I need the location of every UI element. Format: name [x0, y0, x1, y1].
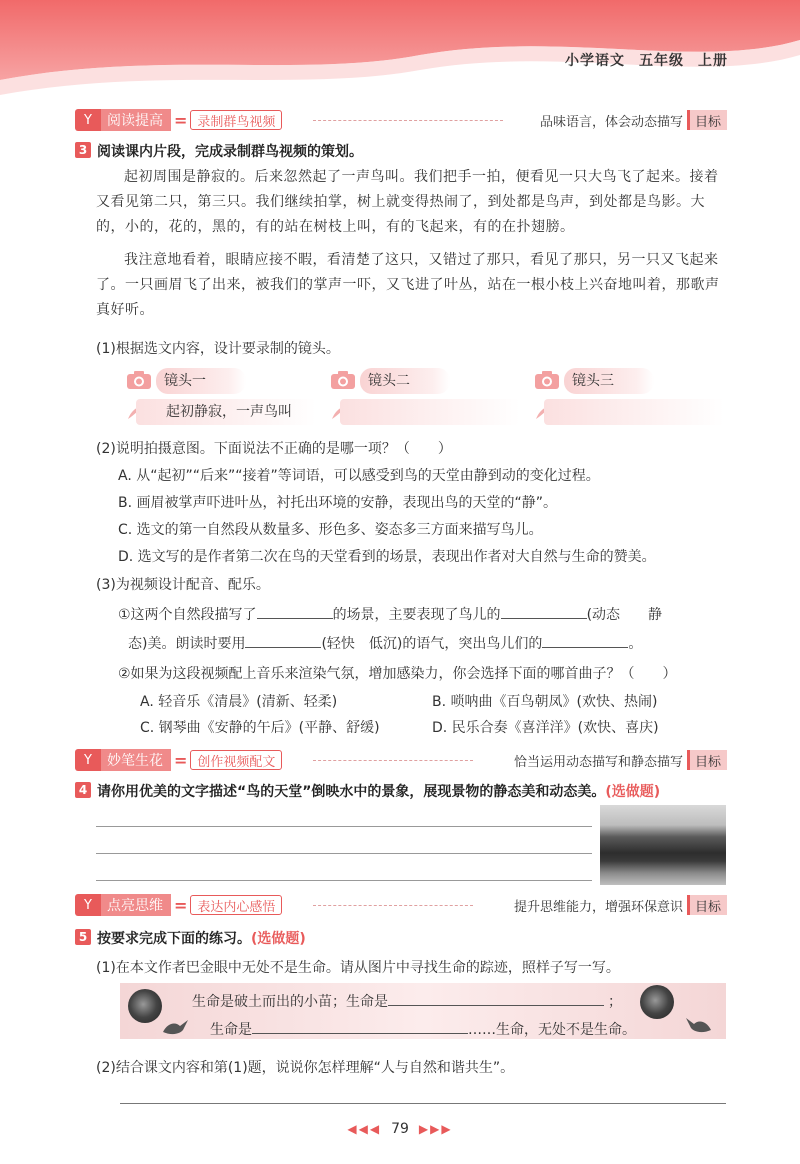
music-option-d[interactable]: D. 民乐合奏《喜洋洋》(欢快、喜庆) [432, 720, 659, 736]
page-footer [0, 1121, 800, 1137]
page-number: 79 [391, 1121, 409, 1137]
question-number: 5 [75, 929, 91, 945]
goal-tag: 目标 [687, 110, 727, 130]
answer-blank[interactable] [542, 633, 628, 648]
option-c[interactable]: C. 选文的第一自然段从数量多、形色多、姿态多三方面来描写鸟儿。 [118, 522, 543, 538]
music-option-a[interactable]: A. 轻音乐《清晨》(清新、轻柔) [140, 694, 338, 710]
subquestion-5-2: (2)结合课文内容和第(1)题，说说你怎样理解“人与自然和谐共生”。 [96, 1060, 515, 1076]
page-header [551, 50, 728, 70]
shot-label-1: 镜头一 [156, 368, 246, 394]
question-title: 阅读课内片段，完成录制群鸟视频的策划。 [97, 144, 363, 160]
option-b[interactable]: B. 画眉被掌声吓进叶丛，衬托出环境的安静，表现出鸟的天堂的“静”。 [118, 495, 558, 511]
writing-line[interactable] [96, 853, 592, 854]
equals-icon: = [174, 110, 188, 130]
question-title [97, 928, 306, 948]
shot-card-2 [330, 368, 520, 394]
fill-text: 态)美。朗读时要用 [128, 636, 246, 652]
question-number: 3 [75, 142, 91, 158]
dashed-divider [313, 120, 503, 121]
fill-line-1 [118, 604, 662, 624]
answer-line[interactable] [120, 1103, 726, 1104]
bird-icon [160, 1012, 190, 1042]
fill-text: (轻快 低沉)的语气，突出鸟儿们的 [321, 636, 543, 652]
goal-text: 品味语言，体会动态描写 [539, 114, 683, 130]
subquestion-5-1: (1)在本文作者巴金眼中无处不是生命。请从图片中寻找生命的踪迹，照样子写一写。 [96, 960, 620, 976]
option-a[interactable]: A. 从“起初”“后来”“接着”等词语，可以感受到鸟的天堂由静到动的变化过程。 [118, 468, 600, 484]
subquestion-3: (3)为视频设计配音、配乐。 [96, 577, 270, 593]
equals-icon: = [174, 750, 188, 770]
prev-arrows-icon: ◀◀◀ [347, 1122, 382, 1136]
camera-icon [330, 370, 356, 390]
passage-paragraph-1: 起初周围是静寂的。后来忽然起了一声鸟叫。我们把手一拍，便看见一只大鸟飞了起来。接着又看见第二只，第三只。我们继续拍掌，树上就变得热闹了，到处都是鸟声，到处都是鸟影。大的，小的，花的，黑的，有的站在树枝上叫，有的飞起来，有的在扑翅膀。 [96, 169, 719, 235]
section-logo-icon: Y [75, 749, 101, 771]
equals-icon: = [174, 895, 188, 915]
plant-photo-icon [640, 985, 674, 1019]
music-option-b[interactable]: B. 唢呐曲《百鸟朝凤》(欢快、热闹) [432, 694, 658, 710]
fill-text: 。 [628, 636, 643, 652]
question-title [97, 781, 660, 801]
music-question: ②如果为这段视频配上音乐来渲染气氛，增加感染力，你会选择下面的哪首曲子？（ ） [118, 666, 677, 682]
answer-blank[interactable] [388, 991, 604, 1006]
section-subtitle: 表达内心感悟 [190, 895, 282, 915]
flower-photo-icon [128, 989, 162, 1023]
section-subtitle: 录制群鸟视频 [190, 110, 282, 130]
goal-text: 恰当运用动态描写和静态描写 [513, 754, 683, 770]
goal-tag: 目标 [687, 750, 727, 770]
question-title-text: 请你用优美的文字描述“鸟的天堂”倒映水中的景象，展现景物的静态美和动态美。 [97, 784, 606, 800]
shot-answer-3[interactable] [534, 399, 724, 425]
subquestion-2: (2)说明拍摄意图。下面说法不正确的是哪一项？（ ） [96, 441, 452, 457]
life-text: ； [608, 994, 622, 1010]
writing-line[interactable] [96, 826, 592, 827]
banyan-tree-photo [600, 805, 726, 885]
section-goal [514, 749, 727, 771]
music-option-c[interactable]: C. 钢琴曲《安静的午后》(平静、舒缓) [140, 720, 380, 736]
dashed-divider [313, 905, 473, 906]
shot-label-2: 镜头二 [360, 368, 450, 394]
fill-line-2 [128, 633, 642, 653]
life-sentence-1 [192, 991, 622, 1011]
life-sentence-2 [210, 1019, 636, 1039]
optional-tag: (选做题) [251, 931, 306, 947]
section-reading-bar [75, 109, 727, 131]
bird-icon [684, 1010, 714, 1040]
section-title: 妙笔生花 [101, 749, 171, 771]
question-title-text: 按要求完成下面的练习。 [97, 931, 251, 947]
camera-icon [534, 370, 560, 390]
section-logo-icon: Y [75, 894, 101, 916]
camera-icon [126, 370, 152, 390]
section-logo-icon: Y [75, 109, 101, 131]
header-volume: 上册 [698, 53, 728, 69]
section-writing-bar [75, 749, 727, 771]
life-text: 生命是 [210, 1022, 252, 1038]
shot-answer-1 [126, 399, 316, 425]
writing-line[interactable] [96, 880, 592, 881]
section-subtitle: 创作视频配文 [190, 750, 282, 770]
section-thinking-bar [75, 894, 727, 916]
option-d[interactable]: D. 选文写的是作者第二次在鸟的天堂看到的场景，表现出作者对大自然与生命的赞美。 [118, 549, 656, 565]
section-goal [514, 894, 727, 916]
section-goal [540, 109, 727, 131]
shot-label-3: 镜头三 [564, 368, 654, 394]
life-text: 生命是破土而出的小苗；生命是 [192, 994, 388, 1010]
fill-text: ①这两个自然段描写了 [118, 607, 257, 623]
passage-paragraph-2: 我注意地看着，眼睛应接不暇，看清楚了这只，又错过了那只，看见了那只，另一只又飞起来了。一只画眉飞了出来，被我们的掌声一吓，又飞进了叶丛，站在一根小枝上兴奋地叫着，那歌声真好听。 [96, 252, 720, 318]
goal-tag: 目标 [687, 895, 727, 915]
dashed-divider [313, 760, 473, 761]
answer-blank[interactable] [252, 1019, 468, 1034]
next-arrows-icon: ▶▶▶ [418, 1122, 453, 1136]
shot-card-3 [534, 368, 724, 394]
optional-tag: (选做题) [605, 784, 661, 800]
shot-answer-text: 起初静寂，一声鸟叫 [166, 404, 292, 420]
shot-card-1 [126, 368, 316, 394]
subquestion-1: (1)根据选文内容，设计要录制的镜头。 [96, 341, 340, 357]
question-number: 4 [75, 782, 91, 798]
answer-blank[interactable] [245, 633, 321, 648]
header-grade: 五年级 [639, 53, 684, 69]
header-subject: 小学语文 [565, 53, 625, 69]
goal-text: 提升思维能力，增强环保意识 [513, 899, 683, 915]
shot-answer-2[interactable] [330, 399, 520, 425]
section-title: 阅读提高 [101, 109, 171, 131]
section-title: 点亮思维 [101, 894, 171, 916]
answer-blank[interactable] [257, 604, 333, 619]
life-text: ……生命，无处不是生命。 [468, 1022, 636, 1038]
answer-blank[interactable] [501, 604, 587, 619]
fill-text: (动态 静 [586, 607, 663, 623]
fill-text: 的场景，主要表现了鸟儿的 [332, 607, 501, 623]
